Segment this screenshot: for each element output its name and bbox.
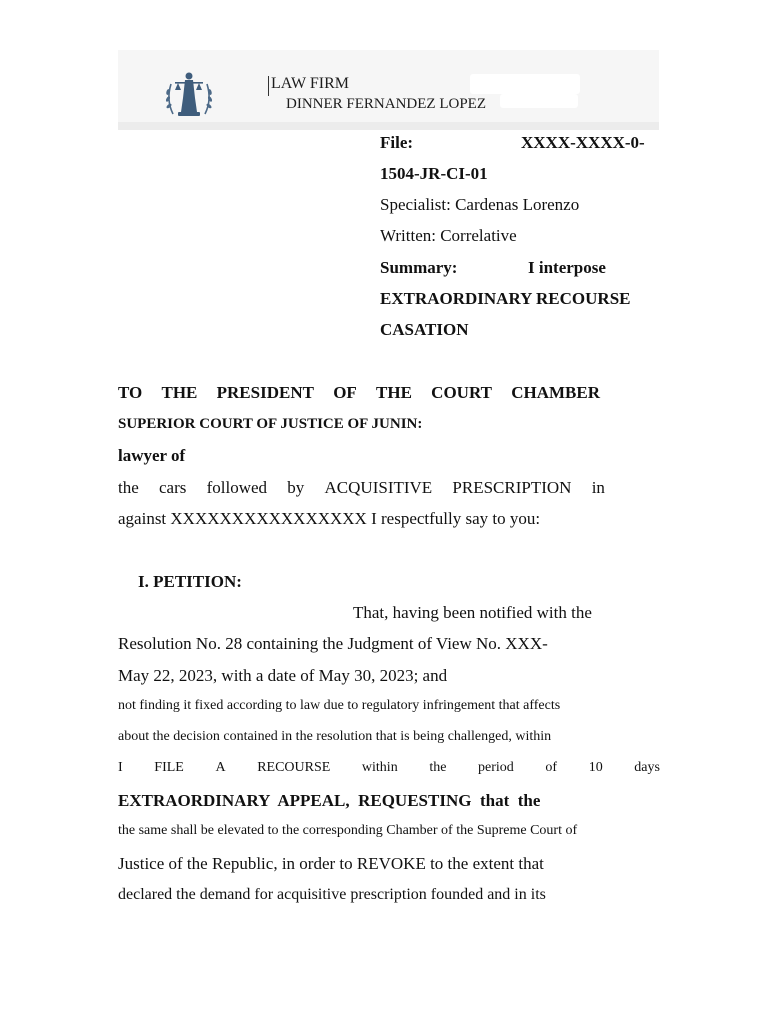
intro-line-3: against XXXXXXXXXXXXXXXX I respectfully say to you: [118, 509, 541, 528]
redacted-area [500, 94, 578, 108]
summary-line-3: CASATION [380, 320, 469, 339]
summary-label: Summary: [380, 258, 458, 277]
addressee-line-1: TO THE PRESIDENT OF THE COURT CHAMBER [118, 383, 600, 402]
petition-line-4: not finding it fixed according to law due to regulatory infringement that affects [118, 698, 561, 713]
summary-value: I interpose [528, 258, 606, 277]
file-label: File: [380, 133, 414, 152]
firm-name: DINNER FERNANDEZ LOPEZ [286, 96, 486, 112]
petition-line-1: That, having been notified with the [353, 603, 592, 622]
letterhead-strip [118, 122, 659, 130]
specialist-line: Specialist: Cardenas Lorenzo [380, 195, 580, 214]
file-number-part2: 1504-JR-CI-01 [380, 164, 488, 183]
justice-seal-icon [163, 64, 215, 122]
redacted-area [470, 74, 580, 94]
petition-line-3: May 22, 2023, with a date of May 30, 2023; and [118, 666, 448, 685]
petition-line-6: I FILE A RECOURSE within the period of 10 days [118, 760, 660, 775]
petition-line-2: Resolution No. 28 containing the Judgment of View No. XXX- [118, 634, 548, 653]
petition-line-5: about the decision contained in the resolution that is being challenged, within [118, 729, 552, 744]
text-cursor [268, 76, 269, 96]
petition-heading: I. PETITION: [138, 572, 242, 591]
petition-line-7: EXTRAORDINARY APPEAL, REQUESTING that the [118, 791, 541, 810]
intro-line-2: the cars followed by ACQUISITIVE PRESCRIPTION in [118, 478, 605, 497]
petition-line-8: the same shall be elevated to the corresponding Chamber of the Supreme Court of [118, 823, 578, 838]
file-number-part1: XXXX-XXXX-0- [521, 133, 645, 152]
summary-line-2: EXTRAORDINARY RECOURSE [380, 289, 631, 308]
written-line: Written: Correlative [380, 226, 517, 245]
petition-line-10: declared the demand for acquisitive prescription founded and in its [118, 886, 546, 903]
petition-line-9: Justice of the Republic, in order to REVOKE to the extent that [118, 854, 544, 873]
law-firm-label: LAW FIRM [271, 75, 349, 92]
addressee-line-2: SUPERIOR COURT OF JUSTICE OF JUNIN: [118, 416, 423, 432]
intro-line-1: lawyer of [118, 446, 186, 465]
